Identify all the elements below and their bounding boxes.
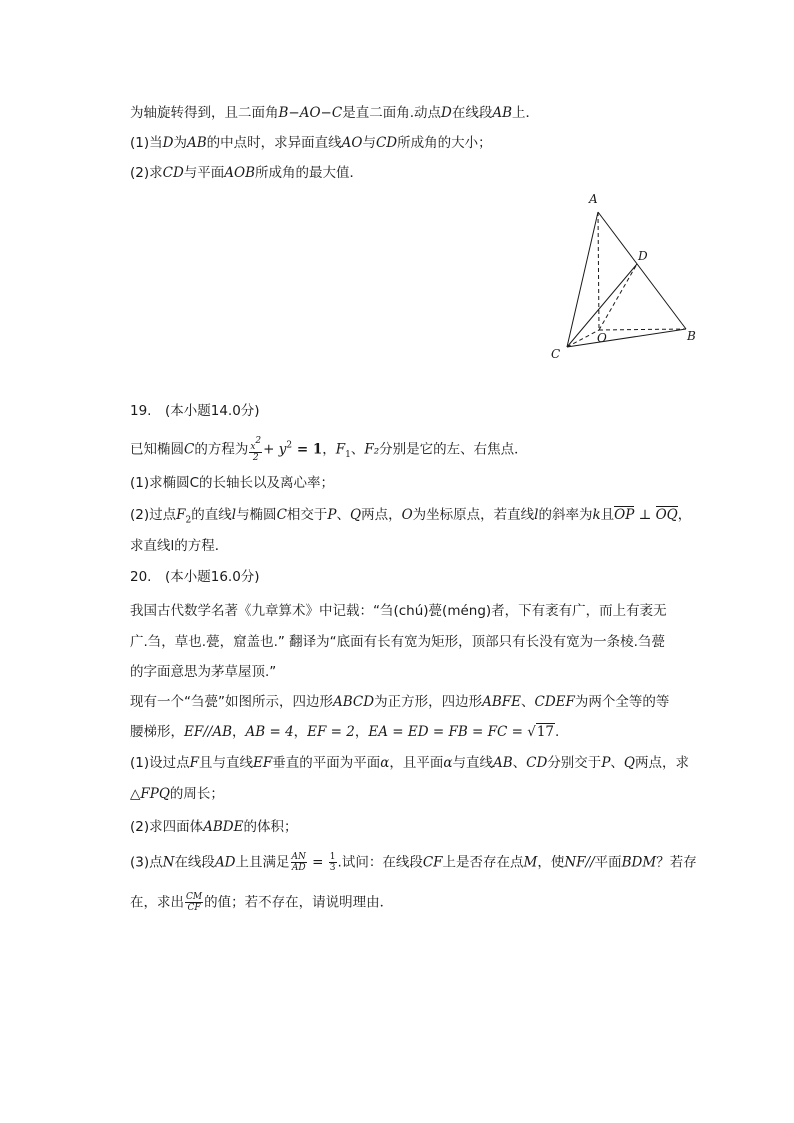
text: 且 bbox=[600, 507, 615, 523]
math: AD bbox=[214, 854, 236, 871]
text: 与平面 bbox=[183, 165, 225, 181]
frac-num: x bbox=[250, 442, 256, 452]
edge-od-dashed bbox=[599, 264, 637, 330]
sup: 2 bbox=[286, 440, 293, 451]
text: ， bbox=[232, 724, 246, 740]
sqrt: √17 bbox=[527, 724, 555, 740]
text: 与 bbox=[362, 135, 376, 151]
text: 为 bbox=[173, 135, 187, 151]
math: l bbox=[231, 507, 237, 523]
text: (2)求四面体 bbox=[130, 819, 204, 835]
text: 、 bbox=[350, 441, 365, 458]
frac-sup: 2 bbox=[255, 436, 262, 446]
edge-ac bbox=[567, 212, 598, 347]
math: CF bbox=[422, 854, 443, 871]
text: 在线段 bbox=[451, 105, 493, 121]
text: 上且满足 bbox=[235, 854, 290, 871]
text: 两点， bbox=[361, 507, 402, 523]
text: ， bbox=[677, 507, 692, 523]
text: 上是否存在点 bbox=[442, 854, 524, 871]
edge-ao-dashed bbox=[598, 212, 599, 330]
math: l bbox=[534, 507, 539, 523]
text: 20. (本小题16.0分) bbox=[130, 569, 260, 585]
math: F bbox=[335, 441, 346, 458]
text: 的值；若不存在，请说明理由． bbox=[204, 894, 394, 911]
text: ， bbox=[293, 724, 308, 740]
math: D bbox=[162, 135, 174, 151]
text: (2)求 bbox=[130, 165, 163, 181]
text: 的中点时，求异面直线 bbox=[206, 135, 342, 151]
math: ABFE bbox=[482, 694, 521, 710]
text: 垂直的平面为平面 bbox=[272, 755, 381, 771]
q19-line-1 bbox=[130, 436, 528, 464]
math: C bbox=[184, 441, 195, 458]
vector-op: OP bbox=[614, 507, 635, 523]
text: 、 bbox=[520, 694, 535, 710]
q20-line-4 bbox=[130, 693, 669, 711]
math: EF bbox=[253, 755, 273, 771]
math: CDEF bbox=[534, 694, 575, 710]
math: Q bbox=[350, 507, 362, 523]
math: AB bbox=[492, 755, 513, 771]
q18-part-2 bbox=[130, 164, 363, 182]
q20-line-5 bbox=[130, 723, 559, 741]
label-b: B bbox=[687, 329, 696, 343]
text: 19. (本小题14.0分) bbox=[130, 403, 260, 419]
text: 分别是它的左、右焦点． bbox=[379, 441, 528, 458]
q20-part-3 bbox=[130, 852, 697, 873]
math: = 1 bbox=[292, 441, 323, 458]
text: 的字面意思为茅草屋顶.” bbox=[130, 664, 277, 680]
math: N bbox=[162, 854, 175, 871]
math: F₂ bbox=[364, 441, 380, 458]
math: ABDE bbox=[203, 819, 244, 835]
q20-line-10 bbox=[130, 892, 393, 913]
edge-ob-dashed bbox=[599, 329, 686, 330]
text: ，使 bbox=[537, 854, 565, 871]
frac-den: 3 bbox=[329, 863, 336, 873]
math: FPQ bbox=[140, 786, 170, 802]
math: = bbox=[307, 854, 328, 871]
text: 已知椭圆 bbox=[130, 441, 184, 458]
text: 我国古代数学名著《九章算术》中记载：“刍(chú)甍(méng)者，下有袤有广，而上有袤无 bbox=[130, 603, 667, 619]
q20-part-1 bbox=[130, 754, 689, 772]
text: 、 bbox=[336, 507, 350, 523]
radicand: 17 bbox=[536, 724, 555, 740]
math: k bbox=[592, 507, 601, 523]
text: 为坐标原点，若直线 bbox=[412, 507, 535, 523]
fraction-x2-over-2 bbox=[249, 436, 262, 463]
q19-part-2 bbox=[130, 506, 691, 530]
fraction-1-3 bbox=[329, 852, 337, 873]
math: + y bbox=[263, 441, 287, 458]
tetrahedron-figure bbox=[540, 188, 710, 368]
frac-den: 2 bbox=[252, 453, 259, 463]
math: EF//AB bbox=[184, 724, 232, 740]
math: EA = ED = FB = FC = bbox=[368, 724, 528, 740]
text: 与直线 bbox=[452, 755, 493, 771]
math: F bbox=[176, 507, 186, 523]
math: ABCD bbox=[333, 694, 375, 710]
fraction-an-ad bbox=[291, 852, 307, 873]
label-a: A bbox=[589, 192, 598, 206]
text: 求直线l的方程． bbox=[130, 538, 229, 554]
math: α bbox=[380, 755, 390, 771]
text: 为正方形，四边形 bbox=[374, 694, 483, 710]
text: 是直二面角.动点 bbox=[342, 105, 441, 121]
math: BDM bbox=[621, 854, 657, 871]
text: 在，求出 bbox=[130, 894, 184, 911]
frac-num: AN bbox=[291, 852, 306, 862]
text: 的方程为 bbox=[194, 441, 249, 458]
q20-header bbox=[130, 568, 260, 586]
math: Q bbox=[623, 755, 635, 771]
text: 且与直线 bbox=[199, 755, 253, 771]
math-ab: AB bbox=[492, 105, 512, 121]
q20-part-2 bbox=[130, 818, 297, 836]
text: (1)设过点 bbox=[130, 755, 190, 771]
math-dihedral: B−AO−C bbox=[278, 105, 343, 121]
text: . bbox=[555, 724, 560, 740]
q18-line-1 bbox=[130, 104, 539, 122]
math: NF// bbox=[564, 854, 595, 871]
text: ？若存 bbox=[656, 854, 697, 871]
frac-den: AD bbox=[291, 863, 306, 873]
q20-line-7 bbox=[130, 785, 224, 803]
label-d: D bbox=[638, 249, 648, 263]
q20-line-3 bbox=[130, 663, 276, 681]
label-o: O bbox=[597, 331, 607, 345]
text: 为两个全等的等 bbox=[574, 694, 670, 710]
text: ， bbox=[322, 441, 336, 458]
q19-line-4 bbox=[130, 537, 228, 555]
text: 分别交于 bbox=[547, 755, 602, 771]
q20-line-1 bbox=[130, 602, 667, 620]
text: 现有一个“刍甍”如图所示，四边形 bbox=[130, 694, 333, 710]
text: 的周长； bbox=[169, 786, 224, 802]
frac-num: CM bbox=[186, 892, 203, 902]
math: CD bbox=[375, 135, 398, 151]
edge-cb bbox=[567, 329, 686, 347]
text: 为轴旋转得到，且二面角 bbox=[130, 105, 279, 121]
text: 、 bbox=[512, 755, 527, 771]
text: 平面 bbox=[594, 854, 622, 871]
text: ，且平面 bbox=[389, 755, 444, 771]
math: O bbox=[401, 507, 413, 523]
text: 、 bbox=[610, 755, 624, 771]
text: 相交于 bbox=[286, 507, 328, 523]
text: 腰梯形， bbox=[130, 724, 184, 740]
math: EF = 2 bbox=[307, 724, 355, 740]
q18-part-1 bbox=[130, 134, 492, 152]
text: 在线段 bbox=[174, 854, 215, 871]
math: M bbox=[523, 854, 538, 871]
text: 广.刍，草也.甍，窟盖也.” 翻译为“底面有长有宽为矩形，顶部只有长没有宽为一条棱.刍甍 bbox=[130, 634, 665, 650]
math: CD bbox=[162, 165, 184, 181]
math: C bbox=[276, 507, 287, 523]
text: .试问：在线段 bbox=[337, 854, 423, 871]
text: 与椭圆 bbox=[236, 507, 277, 523]
q19-header bbox=[130, 402, 260, 420]
math: F bbox=[189, 755, 199, 771]
math: P bbox=[601, 755, 611, 771]
math: P bbox=[327, 507, 337, 523]
text: 的体积； bbox=[243, 819, 298, 835]
sub: 2 bbox=[185, 515, 192, 526]
math: CD bbox=[526, 755, 548, 771]
math: AB = 4 bbox=[245, 724, 294, 740]
text: 所成角的最大值． bbox=[255, 165, 364, 181]
math-d: D bbox=[441, 105, 452, 121]
text: (2)过点 bbox=[130, 507, 177, 523]
text: 的斜率为 bbox=[538, 507, 593, 523]
math: α bbox=[443, 755, 453, 771]
text: 两点，求 bbox=[634, 755, 689, 771]
math: AO bbox=[341, 135, 363, 151]
fraction-cm-cf bbox=[185, 892, 203, 913]
text: 所成角的大小； bbox=[397, 135, 492, 151]
text: △ bbox=[130, 786, 141, 802]
label-c: C bbox=[551, 347, 561, 361]
perp: ⊥ bbox=[634, 507, 656, 523]
text: 的直线 bbox=[191, 507, 232, 523]
text: ， bbox=[354, 724, 369, 740]
vector-oq: OQ bbox=[655, 507, 678, 523]
text: (1)求椭圆C的长轴长以及离心率； bbox=[130, 475, 335, 491]
math: AB bbox=[186, 135, 207, 151]
sub: 1 bbox=[345, 450, 351, 461]
frac-den: CF bbox=[187, 903, 201, 913]
math: AOB bbox=[224, 165, 256, 181]
q19-part-1 bbox=[130, 474, 334, 492]
text: (1)当 bbox=[130, 135, 163, 151]
text: 上． bbox=[512, 105, 539, 121]
edge-ab bbox=[598, 212, 686, 329]
text: (3)点 bbox=[130, 854, 163, 871]
q20-line-2 bbox=[130, 633, 665, 651]
frac-num: 1 bbox=[329, 852, 336, 862]
